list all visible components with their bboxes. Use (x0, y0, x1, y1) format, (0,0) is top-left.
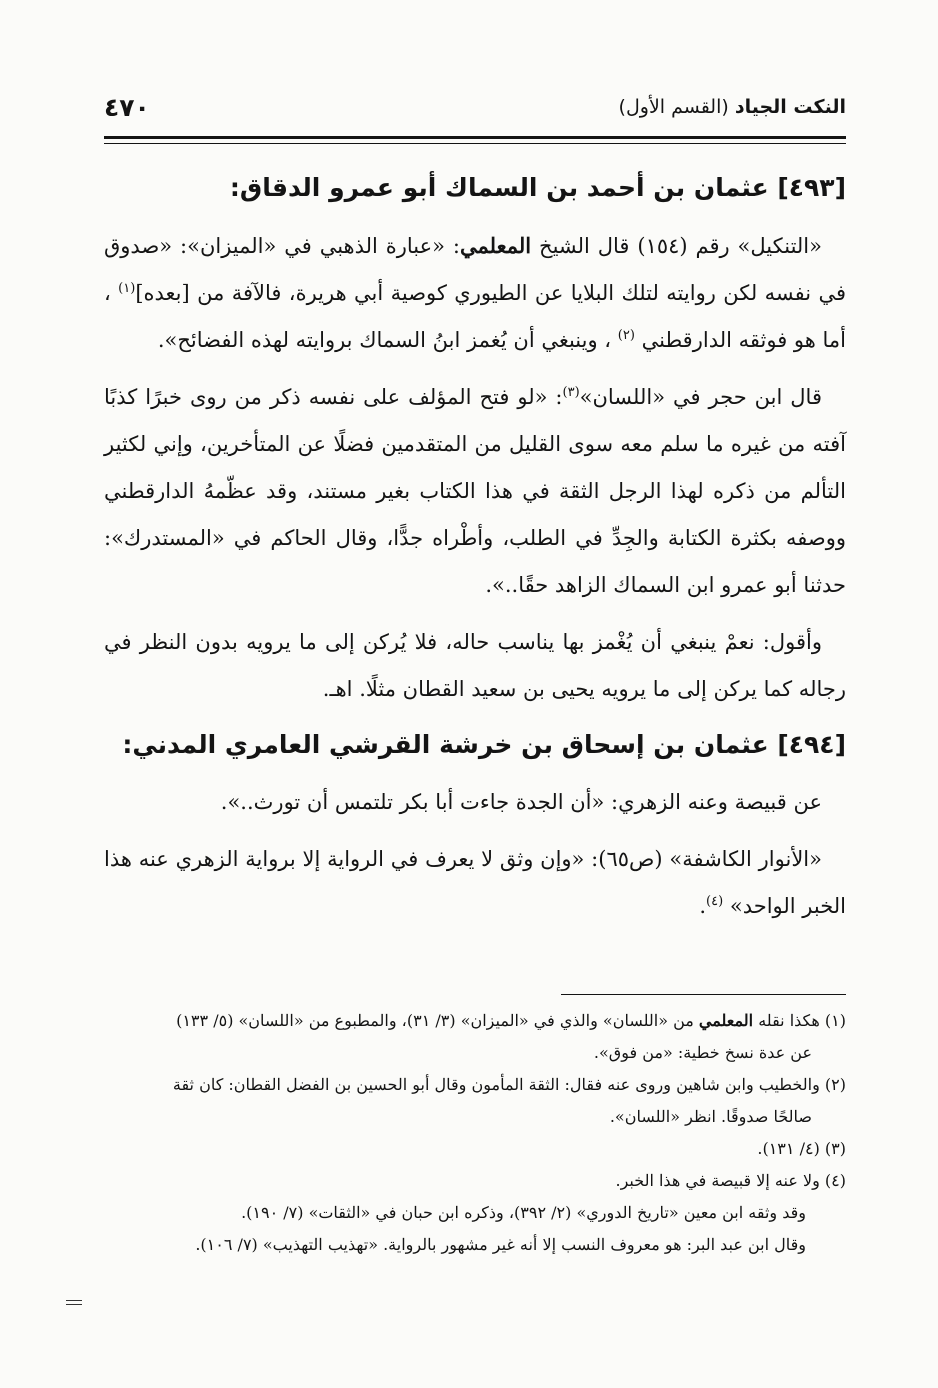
header-rule-thick (104, 136, 846, 139)
book-title: النكت الجياد (734, 96, 846, 118)
footnote-ref[interactable]: (٣) (562, 385, 580, 400)
footnote-4-continued: وقال ابن عبد البر: هو معروف النسب إلا أنه غير مشهور بالرواية. «تهذيب التهذيب» (٧/ ١٠٦). (195, 1235, 806, 1254)
footnote-4: (٤) ولا عنه إلا قبيصة في هذا الخبر. (615, 1171, 846, 1190)
footnote-ref[interactable]: (٤) (706, 894, 724, 909)
footnote-4-continued: وقد وثقه ابن معين «تاريخ الدوري» (٢/ ٣٩٢)، وذكره ابن حبان في «الثقات» (٧/ ١٩٠). (241, 1203, 806, 1222)
entry-heading-494: [٤٩٤] عثمان بن إسحاق بن خرشة القرشي العامري المدني: (122, 730, 846, 759)
margin-mark (66, 1300, 82, 1305)
footnote-2: (٢) والخطيب وابن شاهين وروى عنه فقال: الثقة المأمون وقال أبو الحسين بن الفضل القطان: كان ثقة صالحًا صدوقًا. انظر «اللسان». (172, 1075, 846, 1126)
page-number: ٤٧٠ (104, 92, 150, 122)
paragraph: قال ابن حجر في «اللسان»$^{(٣)}$: «لو فتح المؤلف على نفسه ذكر من روى خبرًا كذبًا آفته من غيره ما سلم معه سوى القليل من المتقدمين فضلًا عن المتأخرين، وإني لكثير التألم من ذكره لهذا الرجل الثقة في هذا الكتاب بغير مستند، وقد عظّمهُ الدارقطني ووصفه بكثرة الكتابة والجِدِّ في الطلب، وأطْراه جدًّا، وقال الحاكم في «المستدرك»: حدثنا أبو عمرو ابن السماك الزاهد حقًا..». (104, 385, 846, 597)
entry-heading-493: [٤٩٣] عثمان بن أحمد بن السماك أبو عمرو الدقاق: (229, 173, 846, 202)
running-title (619, 96, 846, 118)
footnote-1: (١) هكذا نقله المعلمي من «اللسان» والذي في «الميزان» (٣/ ٣١)، والمطبوع من «اللسان» (٥/ ١٣٣) عن عدة نسخ خطية: «من فوق». (176, 1011, 846, 1062)
footnotes (104, 1005, 846, 1261)
author-name: المعلمي (460, 233, 532, 258)
paragraph: «التنكيل» رقم (١٥٤) قال الشيخ المعلمي: «عبارة الذهبي في «الميزان»: «صدوق في نفسه لكن روايته لتلك البلايا عن الطيوري كوصية أبي هريرة، فالآفة من [بعده]$^{(١)}$ ، أما هو فوثقه الدارقطني $^{(٢)}$ ، وينبغي أن يُغمز ابنُ السماك بروايته لهذه الفضائح». (104, 233, 846, 352)
footnote-3: (٣) (٤/ ١٣١). (757, 1139, 846, 1158)
paragraph: «الأنوار الكاشفة» (ص٦٥): «وإن وثق لا يعرف في الرواية إلا برواية الزهري عنه هذا الخبر الواحد» $^{(٤)}$. (104, 847, 846, 918)
main-text (104, 166, 846, 940)
footnote-separator (561, 994, 846, 995)
book-part: (القسم الأول) (618, 96, 729, 118)
header-rule-thin (104, 143, 846, 144)
footnote-ref[interactable]: (١) (118, 281, 136, 296)
paragraph: عن قبيصة وعنه الزهري: «أن الجدة جاءت أبا بكر تلتمس أن تورث..». (220, 790, 822, 814)
footnote-ref[interactable]: (٢) (617, 328, 635, 343)
page-header (104, 92, 846, 122)
paragraph: وأقول: نعمْ ينبغي أن يُغْمز بها يناسب حاله، فلا يُركن إلى ما يرويه بدون النظر في رجاله كما يركن إلى ما يرويه يحيى بن سعيد القطان مثلًا. اهـ. (104, 630, 846, 701)
